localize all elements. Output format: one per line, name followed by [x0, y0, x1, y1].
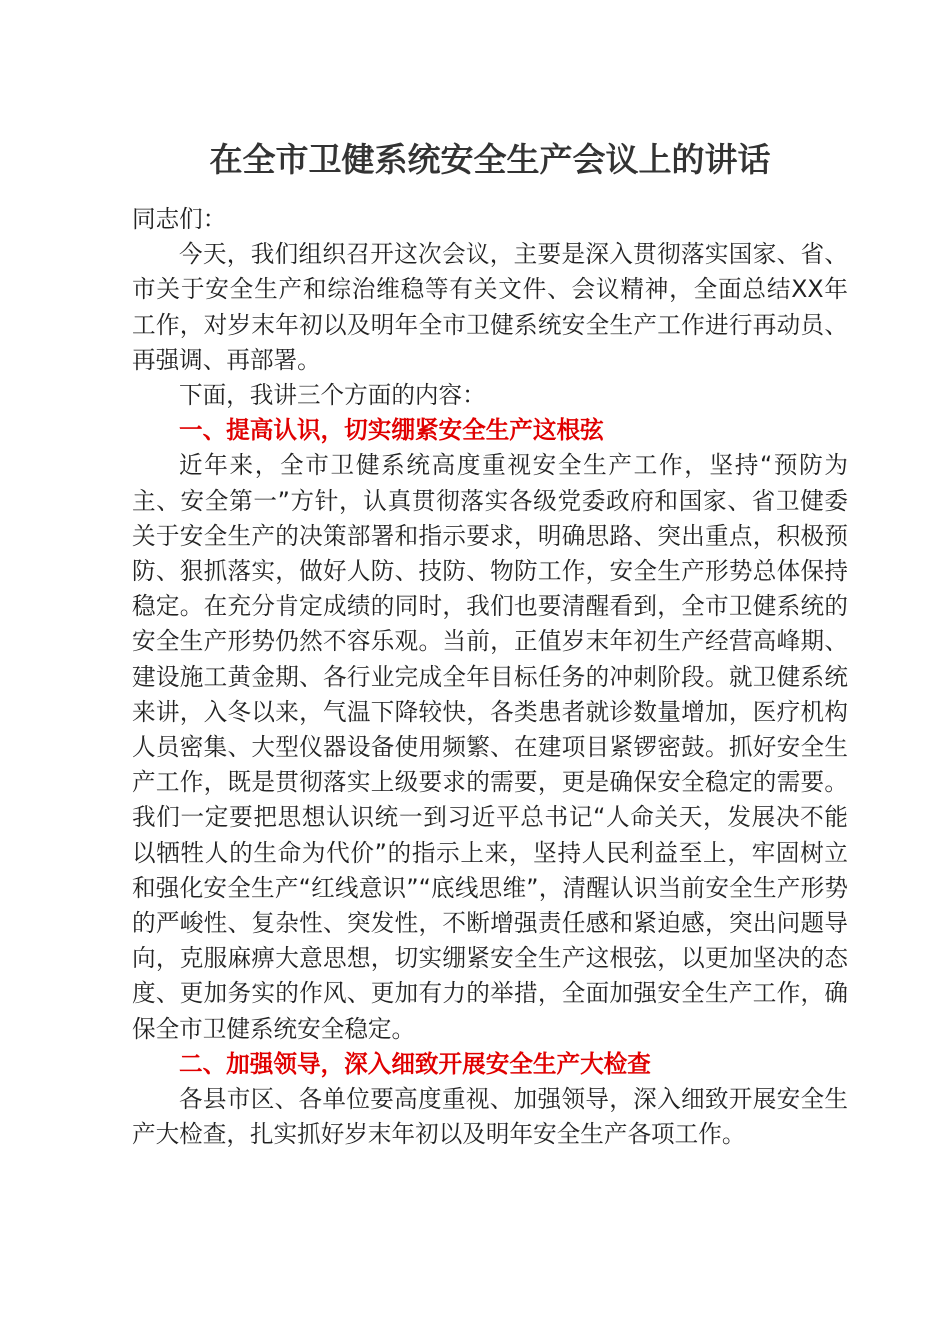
opening-paragraph: 今天，我们组织召开这次会议，主要是深入贯彻落实国家、省、市关于安全生产和综治维稳等有关文件、会议精神，全面总结XX年工作，对岁末年初以及明年全市卫健系统安全生产工作进行再动员、再强调、再部署。: [132, 240, 848, 374]
salutation: 同志们：: [132, 205, 227, 233]
section-heading-1: 一、提高认识，切实绷紧安全生产这根弦: [179, 416, 604, 445]
section-paragraph-2: 各县市区、各单位要高度重视、加强领导，深入细致开展安全生产大检查，扎实抓好岁末年初以及明年安全生产各项工作。: [132, 1085, 848, 1149]
section-paragraph-1: 近年来，全市卫健系统高度重视安全生产工作，坚持“预防为主、安全第一”方针，认真贯彻落实各级党委政府和国家、省卫健委关于安全生产的决策部署和指示要求，明确思路、突出重点，积极预防、狠抓落实，做好人防、技防、物防工作，安全生产形势总体保持稳定。在充分肯定成绩的同时，我们也要清醒看到，全市卫健系统的安全生产形势仍然不容乐观。当前，正值岁末年初生产经营高峰期、建设施工黄金期、各行业完成全年目标任务的冲刺阶段。就卫健系统来讲，入冬以来，气温下降较快，各类患者就诊数量增加，医疗机构人员密集、大型仪器设备使用频繁、在建项目紧锣密鼓。抓好安全生产工作，既是贯彻落实上级要求的需要，更是确保安全稳定的需要。我们一定要把思想认识统一到习近平总书记“人命关天，发展决不能以牺牲人的生命为代价”的指示上来，坚持人民利益至上，牢固树立和强化安全生产“红线意识”“底线思维”，清醒认识当前安全生产形势的严峻性、复杂性、突发性，不断增强责任感和紧迫感，突出问题导向，克服麻痹大意思想，切实绷紧安全生产这根弦，以更加坚决的态度、更加务实的作风、更加有力的举措，全面加强安全生产工作，确保全市卫健系统安全稳定。: [132, 451, 848, 1043]
document-title: 在全市卫健系统安全生产会议上的讲话: [209, 140, 771, 179]
document-body: [132, 202, 848, 1152]
section-heading-2: 二、加强领导，深入细致开展安全生产大检查: [179, 1049, 651, 1078]
outline-paragraph: 下面，我讲三个方面的内容：: [179, 381, 486, 410]
